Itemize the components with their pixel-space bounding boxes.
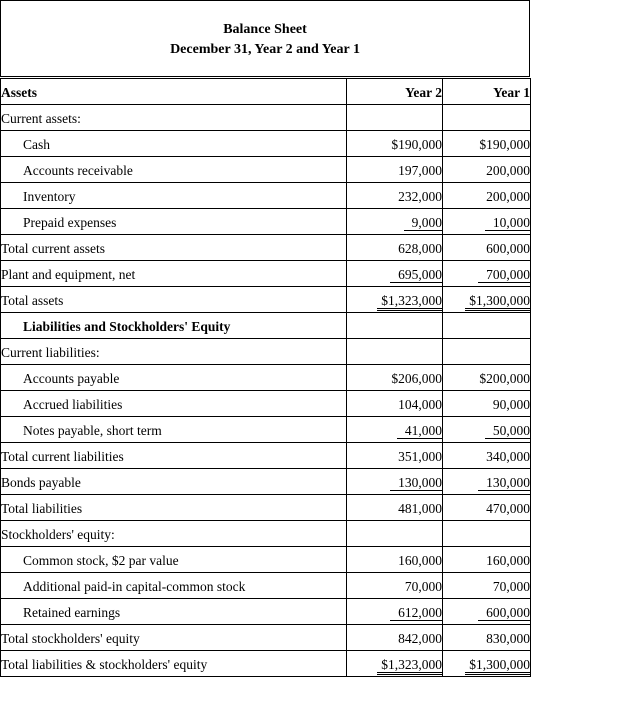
balance-sheet-table <box>0 78 531 677</box>
year1-value: 10,000 <box>443 209 531 235</box>
year2-value: 842,000 <box>347 625 443 651</box>
statement-subtitle: December 31, Year 2 and Year 1 <box>170 42 360 57</box>
year1-value: 50,000 <box>443 417 531 443</box>
table-row <box>1 521 531 547</box>
row-label: Additional paid-in capital-common stock <box>1 573 347 599</box>
row-label: Total assets <box>1 287 347 313</box>
table-row <box>1 339 531 365</box>
row-label: Total stockholders' equity <box>1 625 347 651</box>
table-row <box>1 417 531 443</box>
table-row <box>1 235 531 261</box>
column-header-row <box>1 79 531 105</box>
table-row <box>1 625 531 651</box>
year1-value: 600,000 <box>443 235 531 261</box>
year1-value: $1,300,000 <box>443 651 531 677</box>
column-header-label: Assets <box>1 79 347 105</box>
table-row <box>1 157 531 183</box>
table-row <box>1 469 531 495</box>
row-label: Common stock, $2 par value <box>1 547 347 573</box>
row-label: Accounts payable <box>1 365 347 391</box>
year2-value: 9,000 <box>347 209 443 235</box>
year2-value: 160,000 <box>347 547 443 573</box>
year1-value: 130,000 <box>443 469 531 495</box>
year1-value: 90,000 <box>443 391 531 417</box>
row-label: Total liabilities <box>1 495 347 521</box>
table-row <box>1 287 531 313</box>
row-label: Current assets: <box>1 105 347 131</box>
row-label: Retained earnings <box>1 599 347 625</box>
table-row <box>1 599 531 625</box>
row-label: Total current liabilities <box>1 443 347 469</box>
row-label: Accounts receivable <box>1 157 347 183</box>
table-row <box>1 651 531 677</box>
year2-value: $206,000 <box>347 365 443 391</box>
table-row <box>1 547 531 573</box>
year2-value: 232,000 <box>347 183 443 209</box>
year1-value: 200,000 <box>443 157 531 183</box>
year1-value: $1,300,000 <box>443 287 531 313</box>
year2-value <box>347 105 443 131</box>
year2-value: $1,323,000 <box>347 651 443 677</box>
year1-value: 200,000 <box>443 183 531 209</box>
year2-value: 612,000 <box>347 599 443 625</box>
table-row <box>1 105 531 131</box>
row-label: Total current assets <box>1 235 347 261</box>
section-header: Liabilities and Stockholders' Equity <box>1 313 347 339</box>
year2-value: 351,000 <box>347 443 443 469</box>
table-row <box>1 183 531 209</box>
row-label: Plant and equipment, net <box>1 261 347 287</box>
row-label: Prepaid expenses <box>1 209 347 235</box>
year1-value: 470,000 <box>443 495 531 521</box>
year2-value: 41,000 <box>347 417 443 443</box>
table-row <box>1 365 531 391</box>
year1-value: 600,000 <box>443 599 531 625</box>
year2-value: 695,000 <box>347 261 443 287</box>
table-row <box>1 573 531 599</box>
year2-value: 481,000 <box>347 495 443 521</box>
table-row <box>1 495 531 521</box>
column-header-year2: Year 2 <box>347 79 443 105</box>
year2-value: 197,000 <box>347 157 443 183</box>
row-label: Cash <box>1 131 347 157</box>
table-row <box>1 131 531 157</box>
year2-value: 70,000 <box>347 573 443 599</box>
statement-header <box>0 0 530 77</box>
row-label: Accrued liabilities <box>1 391 347 417</box>
year2-value: 104,000 <box>347 391 443 417</box>
year2-value: $1,323,000 <box>347 287 443 313</box>
year1-value <box>443 313 531 339</box>
table-row <box>1 209 531 235</box>
year2-value <box>347 339 443 365</box>
year2-value <box>347 521 443 547</box>
section-header-row <box>1 313 531 339</box>
year2-value: $190,000 <box>347 131 443 157</box>
row-label: Bonds payable <box>1 469 347 495</box>
table-row <box>1 261 531 287</box>
row-label: Inventory <box>1 183 347 209</box>
year1-value: $200,000 <box>443 365 531 391</box>
year1-value: 70,000 <box>443 573 531 599</box>
column-header-year1: Year 1 <box>443 79 531 105</box>
row-label: Stockholders' equity: <box>1 521 347 547</box>
year1-value <box>443 521 531 547</box>
year2-value: 628,000 <box>347 235 443 261</box>
year2-value <box>347 313 443 339</box>
statement-title: Balance Sheet <box>223 22 307 37</box>
row-label: Notes payable, short term <box>1 417 347 443</box>
year1-value: 830,000 <box>443 625 531 651</box>
row-label: Total liabilities & stockholders' equity <box>1 651 347 677</box>
year1-value: 160,000 <box>443 547 531 573</box>
year1-value <box>443 339 531 365</box>
row-label: Current liabilities: <box>1 339 347 365</box>
year1-value: 700,000 <box>443 261 531 287</box>
year1-value: 340,000 <box>443 443 531 469</box>
year1-value: $190,000 <box>443 131 531 157</box>
table-row <box>1 391 531 417</box>
year1-value <box>443 105 531 131</box>
year2-value: 130,000 <box>347 469 443 495</box>
table-row <box>1 443 531 469</box>
